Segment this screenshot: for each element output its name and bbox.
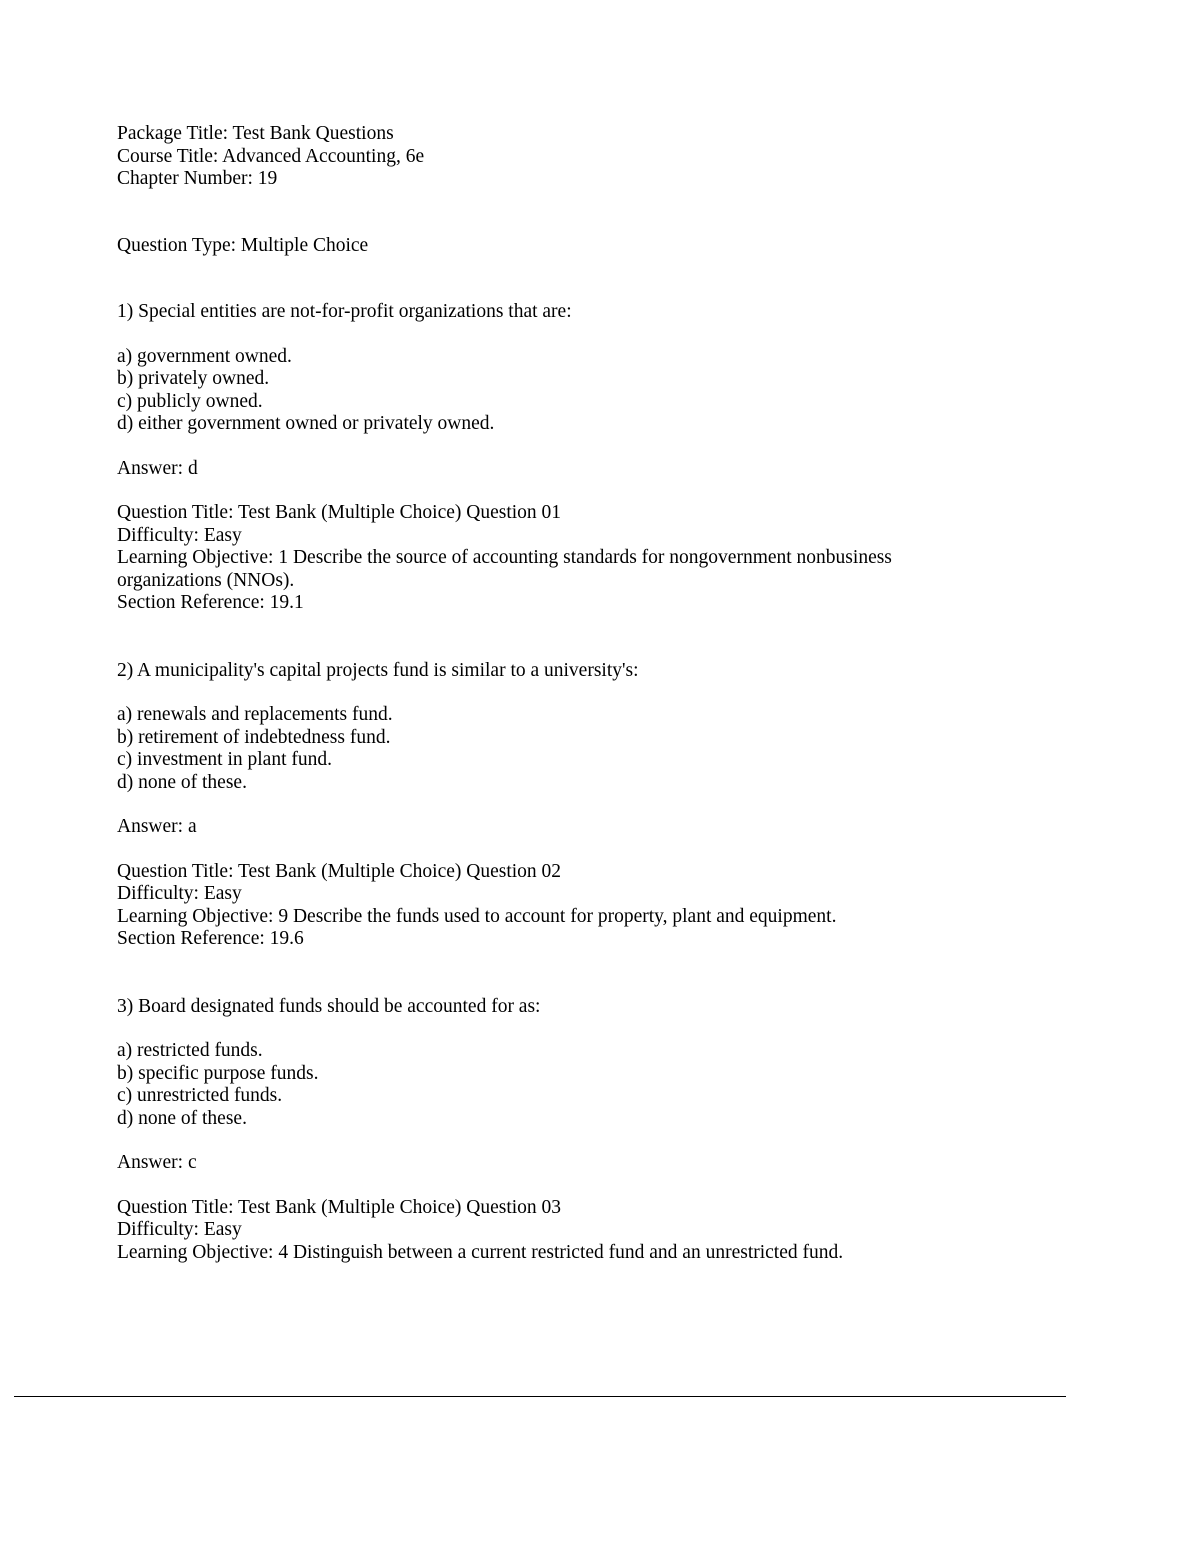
difficulty: Difficulty: Easy [117, 883, 242, 904]
difficulty: Difficulty: Easy [117, 524, 242, 546]
question-3 [117, 996, 917, 1265]
learning-objective: Learning Objective: 9 Describe the funds used to account for property, plant and equipment. [117, 905, 837, 927]
document-content [117, 123, 917, 1309]
chapter-number: Chapter Number: 19 [117, 168, 278, 189]
section-reference: Section Reference: 19.1 [117, 592, 304, 613]
learning-objective: Learning Objective: 4 Distinguish between a current restricted fund and an unrestricted fund. [117, 1241, 844, 1263]
answer-options [117, 346, 917, 436]
question-prompt: 3) Board designated funds should be accounted for as: [117, 995, 541, 1017]
question-metadata [117, 861, 917, 951]
option-b: b) retirement of indebtedness fund. [117, 726, 391, 748]
question-title: Question Title: Test Bank (Multiple Choice) Question 03 [117, 1196, 562, 1218]
question-metadata [117, 502, 917, 615]
option-d: d) none of these. [117, 771, 247, 793]
option-c: c) investment in plant fund. [117, 749, 332, 770]
question-type: Question Type: Multiple Choice [117, 234, 369, 256]
option-a: a) restricted funds. [117, 1040, 263, 1061]
option-b: b) specific purpose funds. [117, 1062, 319, 1084]
question-type-heading [117, 235, 917, 258]
option-a: a) government owned. [117, 345, 292, 367]
section-reference: Section Reference: 19.6 [117, 928, 304, 949]
option-c: c) unrestricted funds. [117, 1085, 283, 1106]
course-title: Course Title: Advanced Accounting, 6e [117, 145, 425, 167]
question-2 [117, 660, 917, 951]
answer-options [117, 704, 917, 794]
option-d: d) none of these. [117, 1107, 247, 1129]
option-c: c) publicly owned. [117, 390, 263, 412]
answer-options [117, 1040, 917, 1130]
question-title: Question Title: Test Bank (Multiple Choice) Question 01 [117, 502, 562, 523]
answer-key: Answer: d [117, 457, 198, 479]
footer-divider [14, 1396, 1066, 1397]
difficulty: Difficulty: Easy [117, 1219, 242, 1240]
package-title: Package Title: Test Bank Questions [117, 123, 394, 144]
learning-objective: Learning Objective: 1 Describe the source of accounting standards for nongovernment nonbusiness organizations (NNOs). [117, 547, 897, 591]
option-b: b) privately owned. [117, 368, 270, 389]
option-a: a) renewals and replacements fund. [117, 704, 393, 725]
question-prompt: 1) Special entities are not-for-profit organizations that are: [117, 301, 572, 322]
document-header [117, 123, 917, 191]
answer-key: Answer: a [117, 816, 197, 837]
question-1 [117, 301, 917, 615]
question-prompt: 2) A municipality's capital projects fund is similar to a university's: [117, 659, 639, 681]
answer-key: Answer: c [117, 1152, 197, 1173]
option-d: d) either government owned or privately owned. [117, 413, 495, 434]
question-title: Question Title: Test Bank (Multiple Choice) Question 02 [117, 860, 562, 882]
question-metadata [117, 1197, 917, 1265]
